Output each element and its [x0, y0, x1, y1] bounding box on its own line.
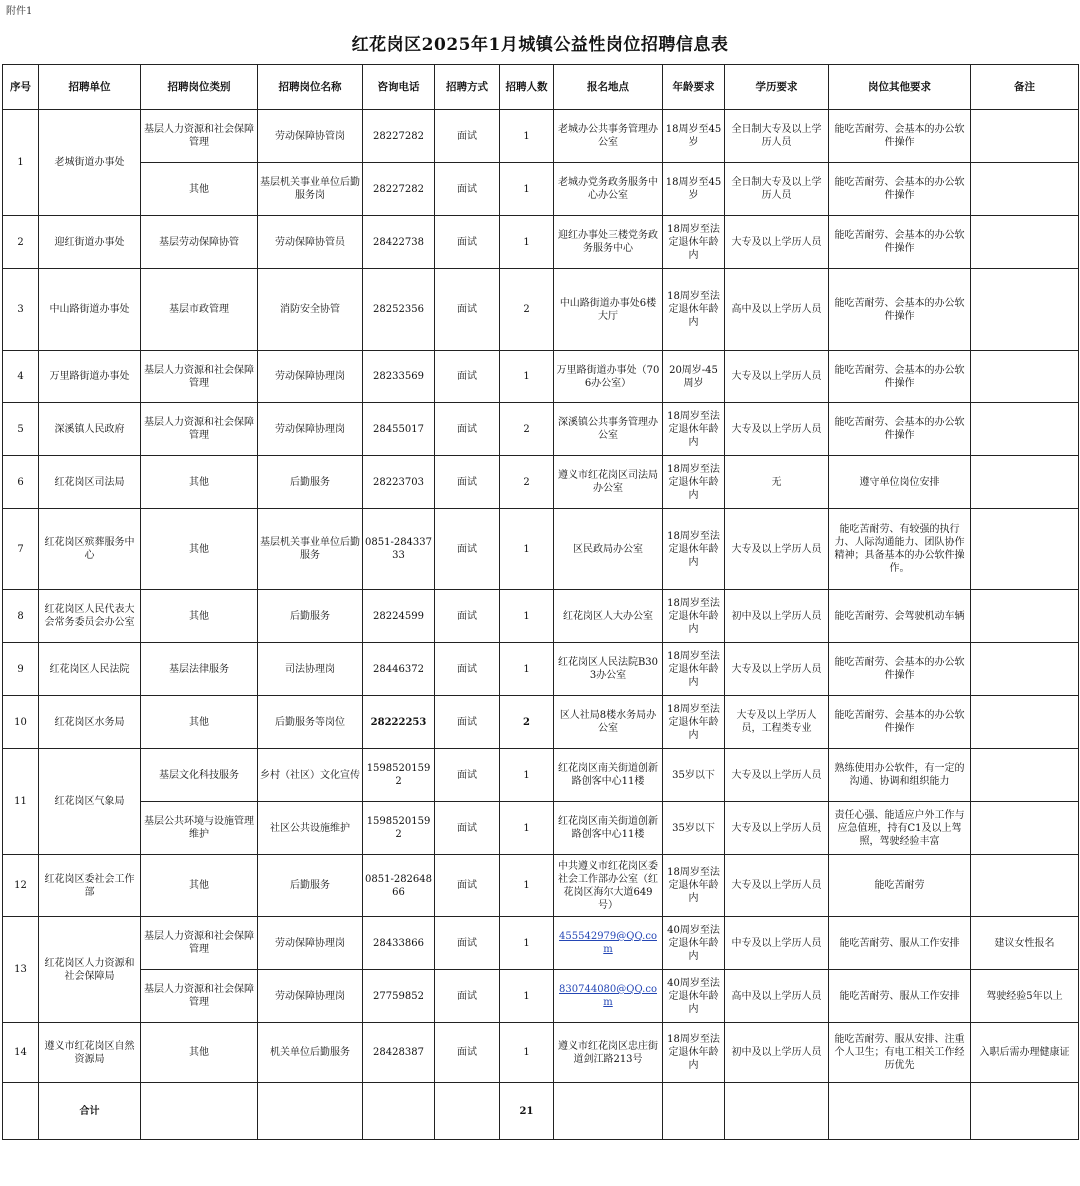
cell-location: 区人社局8楼水务局办公室: [554, 696, 663, 749]
header-phone: 咨询电话: [363, 65, 435, 110]
cell-position: 社区公共设施维护: [258, 802, 363, 855]
table-row: [3, 509, 1079, 590]
cell-empty: [971, 1083, 1079, 1140]
cell-position: 劳动保障协理岗: [258, 917, 363, 970]
cell-category: 其他: [141, 696, 258, 749]
cell-count: 1: [500, 749, 554, 802]
cell-phone: 28227282: [363, 163, 435, 216]
total-count: 21: [500, 1083, 554, 1140]
cell-category: 基层人力资源和社会保障管理: [141, 351, 258, 403]
cell-age: 40周岁至法定退休年龄内: [663, 970, 725, 1023]
cell-remark: [971, 216, 1079, 269]
cell-empty: [141, 1083, 258, 1140]
cell-seq: 13: [3, 917, 39, 1023]
cell-other: 能吃苦耐劳、服从工作安排: [829, 970, 971, 1023]
cell-education: 无: [725, 456, 829, 509]
cell-location: 红花岗区人民法院B303办公室: [554, 643, 663, 696]
cell-method: 面试: [435, 1023, 500, 1083]
cell-age: 18周岁至法定退休年龄内: [663, 456, 725, 509]
cell-education: 大专及以上学历人员: [725, 802, 829, 855]
cell-location: 区民政局办公室: [554, 509, 663, 590]
cell-phone: 15985201592: [363, 749, 435, 802]
cell-seq: 8: [3, 590, 39, 643]
cell-phone: 28223703: [363, 456, 435, 509]
table-row: [3, 749, 1079, 802]
cell-count: 1: [500, 970, 554, 1023]
email-link[interactable]: 455542979@QQ.com: [559, 931, 657, 955]
cell-phone: 27759852: [363, 970, 435, 1023]
table-row: [3, 269, 1079, 351]
cell-location: 深溪镇公共事务管理办公室: [554, 403, 663, 456]
cell-category: 其他: [141, 509, 258, 590]
total-row: [3, 1083, 1079, 1140]
cell-education: 全日制大专及以上学历人员: [725, 110, 829, 163]
cell-education: 大专及以上学历人员: [725, 403, 829, 456]
cell-other: 能吃苦耐劳、会基本的办公软件操作: [829, 163, 971, 216]
cell-count: 1: [500, 855, 554, 917]
cell-seq: 3: [3, 269, 39, 351]
cell-seq: 10: [3, 696, 39, 749]
cell-position: 基层机关事业单位后勤服务: [258, 509, 363, 590]
cell-other: 能吃苦耐劳、会驾驶机动车辆: [829, 590, 971, 643]
page-title: 红花岗区2025年1月城镇公益性岗位招聘信息表: [351, 35, 729, 55]
total-label: 合计: [39, 1083, 141, 1140]
cell-method: 面试: [435, 590, 500, 643]
cell-count: 1: [500, 110, 554, 163]
cell-empty: [3, 1083, 39, 1140]
cell-phone: 28455017: [363, 403, 435, 456]
cell-seq: 11: [3, 749, 39, 855]
cell-remark: [971, 509, 1079, 590]
cell-unit: 遵义市红花岗区自然资源局: [39, 1023, 141, 1083]
cell-age: 18周岁至法定退休年龄内: [663, 509, 725, 590]
cell-category: 基层劳动保障协管: [141, 216, 258, 269]
cell-phone: 28224599: [363, 590, 435, 643]
cell-location: 迎红办事处三楼党务政务服务中心: [554, 216, 663, 269]
recruitment-table: [2, 64, 1079, 1140]
cell-other: 能吃苦耐劳、会基本的办公软件操作: [829, 269, 971, 351]
cell-unit: 红花岗区水务局: [39, 696, 141, 749]
cell-other: 能吃苦耐劳、会基本的办公软件操作: [829, 696, 971, 749]
cell-other: 遵守单位岗位安排: [829, 456, 971, 509]
cell-unit: 迎红街道办事处: [39, 216, 141, 269]
cell-location: 红花岗区南关街道创新路创客中心11楼: [554, 802, 663, 855]
cell-unit: 红花岗区司法局: [39, 456, 141, 509]
cell-education: 高中及以上学历人员: [725, 269, 829, 351]
cell-position: 劳动保障协管员: [258, 216, 363, 269]
cell-empty: [435, 1083, 500, 1140]
cell-education: 大专及以上学历人员，工程类专业: [725, 696, 829, 749]
cell-education: 初中及以上学历人员: [725, 590, 829, 643]
cell-method: 面试: [435, 917, 500, 970]
cell-method: 面试: [435, 403, 500, 456]
header-category: 招聘岗位类别: [141, 65, 258, 110]
cell-method: 面试: [435, 509, 500, 590]
table-row: [3, 216, 1079, 269]
cell-location: 中山路街道办事处6楼大厅: [554, 269, 663, 351]
cell-phone: 28222253: [363, 696, 435, 749]
attachment-label: 附件1: [6, 6, 33, 17]
cell-location: 老城办公共事务管理办公室: [554, 110, 663, 163]
cell-location: 红花岗区南关街道创新路创客中心11楼: [554, 749, 663, 802]
cell-method: 面试: [435, 696, 500, 749]
cell-unit: 红花岗区气象局: [39, 749, 141, 855]
cell-category: 其他: [141, 163, 258, 216]
cell-phone: 28428387: [363, 1023, 435, 1083]
cell-phone: 28422738: [363, 216, 435, 269]
cell-age: 18周岁至法定退休年龄内: [663, 643, 725, 696]
header-location: 报名地点: [554, 65, 663, 110]
cell-category: 基层人力资源和社会保障管理: [141, 110, 258, 163]
cell-other: 能吃苦耐劳、会基本的办公软件操作: [829, 110, 971, 163]
cell-phone: 28433866: [363, 917, 435, 970]
cell-unit: 深溪镇人民政府: [39, 403, 141, 456]
cell-education: 全日制大专及以上学历人员: [725, 163, 829, 216]
cell-position: 劳动保障协理岗: [258, 351, 363, 403]
email-link[interactable]: 830744080@QQ.com: [559, 984, 657, 1008]
cell-other: 能吃苦耐劳、会基本的办公软件操作: [829, 216, 971, 269]
cell-remark: 入职后需办理健康证: [971, 1023, 1079, 1083]
cell-position: 机关单位后勤服务: [258, 1023, 363, 1083]
cell-other: 能吃苦耐劳、会基本的办公软件操作: [829, 403, 971, 456]
cell-unit: 红花岗区委社会工作部: [39, 855, 141, 917]
cell-other: 能吃苦耐劳: [829, 855, 971, 917]
cell-seq: 6: [3, 456, 39, 509]
cell-seq: 1: [3, 110, 39, 216]
header-row: [3, 65, 1079, 110]
cell-position: 劳动保障协理岗: [258, 403, 363, 456]
cell-count: 1: [500, 351, 554, 403]
cell-phone: 28252356: [363, 269, 435, 351]
cell-category: 基层公共环境与设施管理维护: [141, 802, 258, 855]
cell-position: 后勤服务: [258, 590, 363, 643]
table-row: [3, 110, 1079, 163]
cell-position: 后勤服务等岗位: [258, 696, 363, 749]
cell-other: 责任心强、能适应户外工作与应急值班，持有C1及以上驾照，驾驶经验丰富: [829, 802, 971, 855]
table-row: [3, 855, 1079, 917]
cell-unit: 老城街道办事处: [39, 110, 141, 216]
cell-method: 面试: [435, 855, 500, 917]
table-row: [3, 163, 1079, 216]
cell-education: 大专及以上学历人员: [725, 509, 829, 590]
cell-seq: 7: [3, 509, 39, 590]
cell-remark: [971, 590, 1079, 643]
header-method: 招聘方式: [435, 65, 500, 110]
cell-unit: 红花岗区人力资源和社会保障局: [39, 917, 141, 1023]
cell-category: 基层市政管理: [141, 269, 258, 351]
cell-method: 面试: [435, 163, 500, 216]
cell-education: 大专及以上学历人员: [725, 216, 829, 269]
cell-other: 能吃苦耐劳、服从安排、注重个人卫生；有电工相关工作经历优先: [829, 1023, 971, 1083]
cell-remark: [971, 269, 1079, 351]
cell-remark: [971, 351, 1079, 403]
header-seq: 序号: [3, 65, 39, 110]
cell-count: 1: [500, 1023, 554, 1083]
cell-seq: 4: [3, 351, 39, 403]
cell-unit: 红花岗区人民代表大会常务委员会办公室: [39, 590, 141, 643]
cell-location: 万里路街道办事处（706办公室）: [554, 351, 663, 403]
table-row: [3, 696, 1079, 749]
cell-remark: [971, 110, 1079, 163]
cell-category: 其他: [141, 456, 258, 509]
cell-location-email[interactable]: [554, 917, 663, 970]
cell-count: 2: [500, 456, 554, 509]
cell-count: 2: [500, 403, 554, 456]
header-remark: 备注: [971, 65, 1079, 110]
cell-location: 红花岗区人大办公室: [554, 590, 663, 643]
cell-age: 35岁以下: [663, 802, 725, 855]
cell-education: 大专及以上学历人员: [725, 749, 829, 802]
cell-method: 面试: [435, 802, 500, 855]
cell-category: 基层文化科技服务: [141, 749, 258, 802]
cell-location: 老城办党务政务服务中心办公室: [554, 163, 663, 216]
cell-unit: 中山路街道办事处: [39, 269, 141, 351]
cell-category: 其他: [141, 855, 258, 917]
cell-position: 后勤服务: [258, 456, 363, 509]
cell-seq: 5: [3, 403, 39, 456]
cell-phone: 0851-28264866: [363, 855, 435, 917]
cell-other: 能吃苦耐劳、会基本的办公软件操作: [829, 351, 971, 403]
cell-count: 1: [500, 917, 554, 970]
cell-location: 遵义市红花岗区司法局办公室: [554, 456, 663, 509]
cell-empty: [363, 1083, 435, 1140]
cell-education: 高中及以上学历人员: [725, 970, 829, 1023]
table-row: [3, 1023, 1079, 1083]
cell-empty: [554, 1083, 663, 1140]
cell-phone: 0851-28433733: [363, 509, 435, 590]
cell-method: 面试: [435, 110, 500, 163]
cell-age: 18周岁至法定退休年龄内: [663, 269, 725, 351]
cell-unit: 红花岗区人民法院: [39, 643, 141, 696]
cell-other: 能吃苦耐劳、有较强的执行力、人际沟通能力、团队协作精神；具备基本的办公软件操作。: [829, 509, 971, 590]
table-row: [3, 590, 1079, 643]
cell-count: 1: [500, 509, 554, 590]
cell-count: 1: [500, 802, 554, 855]
cell-education: 大专及以上学历人员: [725, 643, 829, 696]
cell-seq: 12: [3, 855, 39, 917]
cell-education: 大专及以上学历人员: [725, 855, 829, 917]
cell-empty: [663, 1083, 725, 1140]
cell-age: 18周岁至45岁: [663, 163, 725, 216]
cell-position: 司法协理岗: [258, 643, 363, 696]
cell-category: 基层人力资源和社会保障管理: [141, 917, 258, 970]
cell-education: 初中及以上学历人员: [725, 1023, 829, 1083]
cell-position: 基层机关事业单位后勤服务岗: [258, 163, 363, 216]
table-row: [3, 970, 1079, 1023]
cell-position: 消防安全协管: [258, 269, 363, 351]
table-row: [3, 802, 1079, 855]
cell-method: 面试: [435, 456, 500, 509]
cell-count: 1: [500, 590, 554, 643]
cell-other: 能吃苦耐劳、会基本的办公软件操作: [829, 643, 971, 696]
cell-age: 20周岁-45周岁: [663, 351, 725, 403]
table-row: [3, 456, 1079, 509]
table-row: [3, 351, 1079, 403]
cell-unit: 万里路街道办事处: [39, 351, 141, 403]
cell-position: 劳动保障协理岗: [258, 970, 363, 1023]
header-unit: 招聘单位: [39, 65, 141, 110]
cell-remark: [971, 749, 1079, 802]
cell-phone: 15985201592: [363, 802, 435, 855]
cell-count: 2: [500, 269, 554, 351]
cell-category: 其他: [141, 590, 258, 643]
cell-age: 40周岁至法定退休年龄内: [663, 917, 725, 970]
cell-phone: 28233569: [363, 351, 435, 403]
cell-age: 18周岁至法定退休年龄内: [663, 590, 725, 643]
cell-method: 面试: [435, 216, 500, 269]
cell-remark: [971, 643, 1079, 696]
header-education: 学历要求: [725, 65, 829, 110]
cell-method: 面试: [435, 970, 500, 1023]
cell-method: 面试: [435, 643, 500, 696]
cell-seq: 9: [3, 643, 39, 696]
cell-position: 乡村（社区）文化宣传: [258, 749, 363, 802]
cell-education: 大专及以上学历人员: [725, 351, 829, 403]
cell-education: 中专及以上学历人员: [725, 917, 829, 970]
cell-method: 面试: [435, 269, 500, 351]
cell-other: 能吃苦耐劳、服从工作安排: [829, 917, 971, 970]
cell-seq: 14: [3, 1023, 39, 1083]
cell-remark: [971, 456, 1079, 509]
cell-age: 18周岁至法定退休年龄内: [663, 403, 725, 456]
table-row: [3, 403, 1079, 456]
cell-count: 1: [500, 643, 554, 696]
table-row: [3, 643, 1079, 696]
cell-empty: [725, 1083, 829, 1140]
cell-age: 18周岁至法定退休年龄内: [663, 216, 725, 269]
cell-empty: [829, 1083, 971, 1140]
cell-count: 1: [500, 216, 554, 269]
cell-count: 2: [500, 696, 554, 749]
cell-remark: [971, 802, 1079, 855]
cell-category: 基层法律服务: [141, 643, 258, 696]
cell-age: 35岁以下: [663, 749, 725, 802]
cell-category: 其他: [141, 1023, 258, 1083]
cell-age: 18周岁至法定退休年龄内: [663, 1023, 725, 1083]
cell-location: 中共遵义市红花岗区委社会工作部办公室（红花岗区海尔大道649号）: [554, 855, 663, 917]
cell-seq: 2: [3, 216, 39, 269]
cell-age: 18周岁至法定退休年龄内: [663, 855, 725, 917]
cell-empty: [258, 1083, 363, 1140]
header-position: 招聘岗位名称: [258, 65, 363, 110]
cell-category: 基层人力资源和社会保障管理: [141, 970, 258, 1023]
cell-location: 遵义市红花岗区忠庄街道剑江路213号: [554, 1023, 663, 1083]
cell-age: 18周岁至45岁: [663, 110, 725, 163]
cell-location-email[interactable]: [554, 970, 663, 1023]
cell-remark: [971, 163, 1079, 216]
cell-phone: 28227282: [363, 110, 435, 163]
header-other: 岗位其他要求: [829, 65, 971, 110]
cell-remark: [971, 855, 1079, 917]
cell-remark: [971, 696, 1079, 749]
cell-category: 基层人力资源和社会保障管理: [141, 403, 258, 456]
cell-remark: [971, 403, 1079, 456]
cell-age: 18周岁至法定退休年龄内: [663, 696, 725, 749]
cell-unit: 红花岗区殡葬服务中心: [39, 509, 141, 590]
cell-position: 劳动保障协管岗: [258, 110, 363, 163]
cell-phone: 28446372: [363, 643, 435, 696]
cell-other: 熟练使用办公软件，有一定的沟通、协调和组织能力: [829, 749, 971, 802]
cell-count: 1: [500, 163, 554, 216]
table-row: [3, 917, 1079, 970]
cell-position: 后勤服务: [258, 855, 363, 917]
header-age: 年龄要求: [663, 65, 725, 110]
cell-remark: 驾驶经验5年以上: [971, 970, 1079, 1023]
cell-method: 面试: [435, 749, 500, 802]
cell-method: 面试: [435, 351, 500, 403]
cell-remark: 建议女性报名: [971, 917, 1079, 970]
header-count: 招聘人数: [500, 65, 554, 110]
